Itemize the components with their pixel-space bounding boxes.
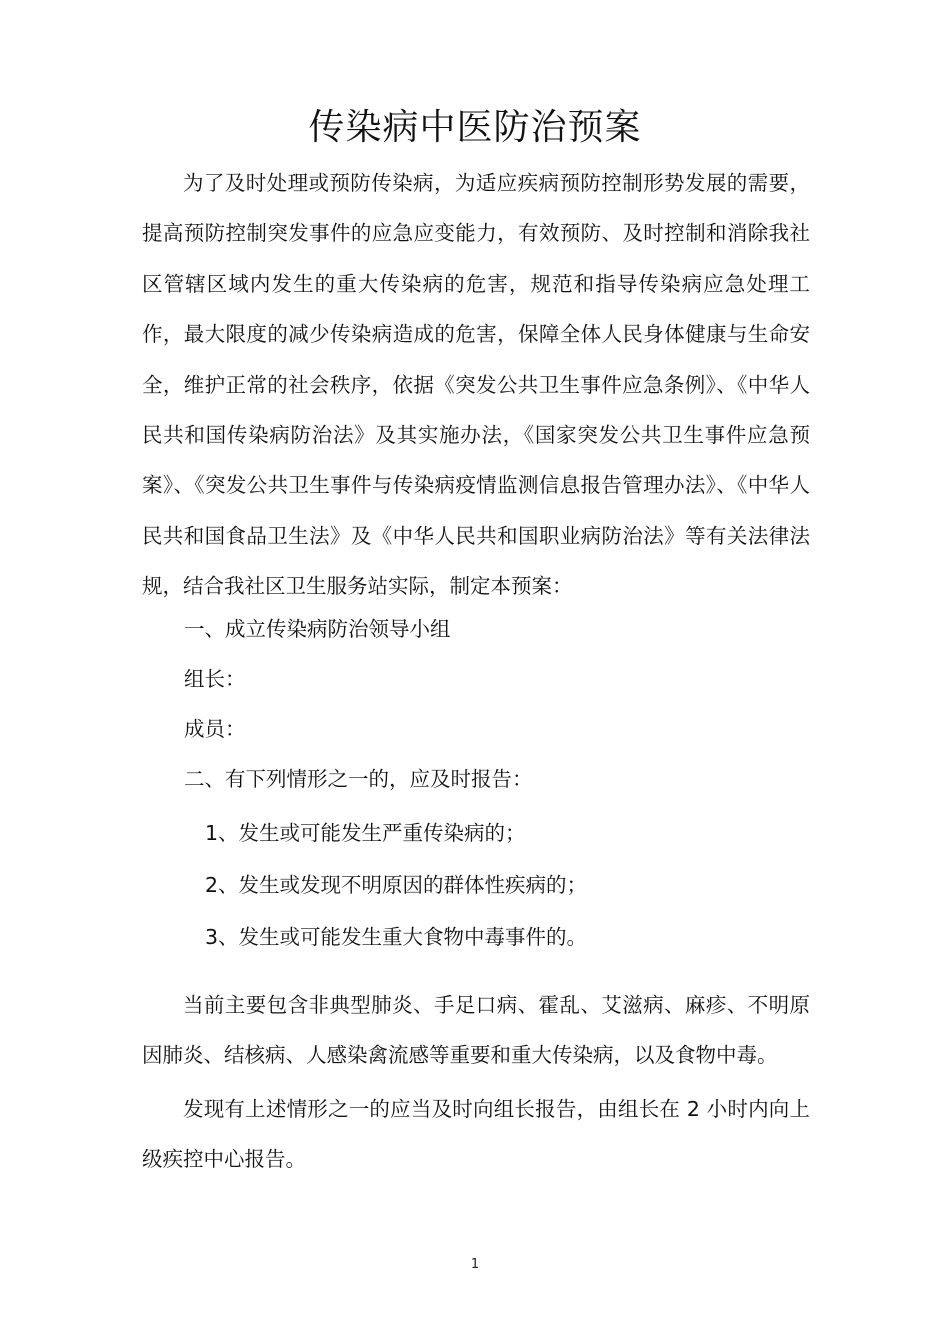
- reporting-paragraph: 发现有上述情形之一的应当及时向组长报告，由组长在 2 小时内向上级疾控中心报告。: [142, 1097, 810, 1172]
- section-heading-reporting-conditions: 二、有下列情形之一的，应及时报告：: [184, 767, 533, 791]
- document-title: 传染病中医防治预案: [308, 107, 642, 148]
- page-number: 1: [470, 1257, 480, 1272]
- list-item: 2、发生或发现不明原因的群体性疾病的；: [205, 873, 588, 897]
- members-label: 成员：: [184, 717, 246, 741]
- diseases-paragraph: 当前主要包含非典型肺炎、手足口病、霍乱、艾滋病、麻疹、不明原因肺炎、结核病、人感染禽流感等重要和重大传染病，以及食物中毒。: [142, 993, 810, 1068]
- list-item: 1、发生或可能发生严重传染病的；: [205, 821, 526, 845]
- list-item: 3、发生或可能发生重大食物中毒事件的。: [205, 925, 588, 949]
- leader-label: 组长：: [184, 667, 246, 691]
- section-heading-leadership-group: 一、成立传染病防治领导小组: [184, 617, 451, 641]
- intro-paragraph: 为了及时处理或预防传染病，为适应疾病预防控制形势发展的需要，提高预防控制突发事件的应急应变能力，有效预防、及时控制和消除我社区管辖区域内发生的重大传染病的危害，规范和指导传染病应急处理工作，最大限度的减少传染病造成的危害，保障全体人民身体健康与生命安全，维护正常的社会秩序，依据《突发公共卫生事件应急条例》、《中华人民共和国传染病防治法》及其实施办法，《国家突发公共卫生事件应急预案》、《突发公共卫生事件与传染病疫情监测信息报告管理办法》、《中华人民共和国食品卫生法》及《中华人民共和国职业病防治法》等有关法律法规，结合我社区卫生服务站实际，制定本预案：: [142, 171, 810, 599]
